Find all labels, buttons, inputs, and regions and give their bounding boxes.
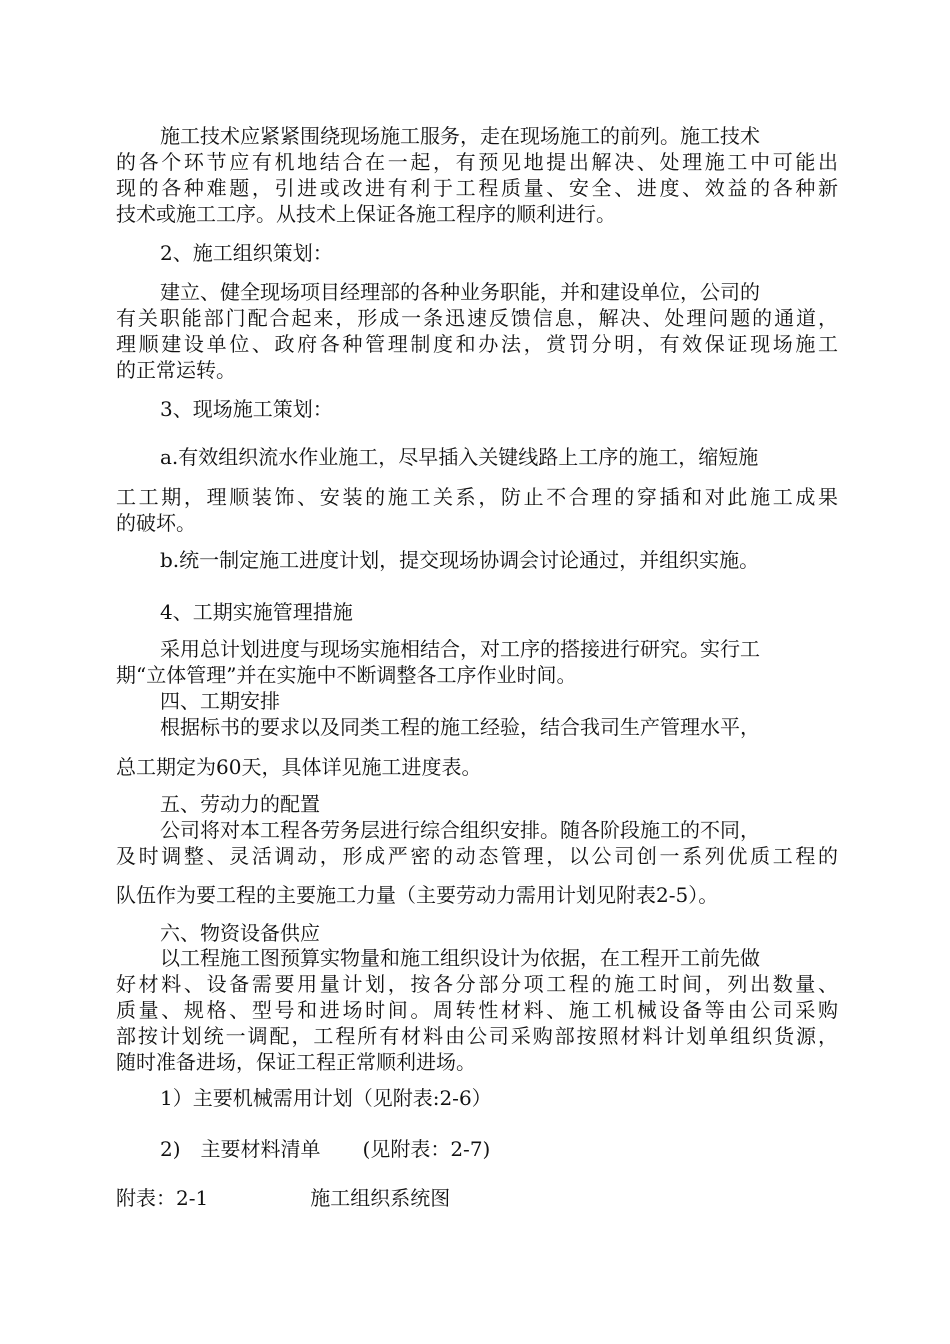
appendix-label: 附表：2-1 (116, 1186, 209, 1210)
paragraph-line: 的各个环节应有机地结合在一起，有预见地提出解决、处理施工中可能出 (116, 150, 838, 174)
list-item-number: 2) (160, 1137, 181, 1161)
paragraph-line: b.统一制定施工进度计划，提交现场协调会讨论通过，并组织实施。 (160, 548, 760, 572)
paragraph-line: 部按计划统一调配，工程所有材料由公司采购部按照材料计划单组织货源， (116, 1024, 838, 1048)
list-item (160, 1136, 490, 1162)
paragraph-line: 以工程施工图预算实物量和施工组织设计为依据，在工程开工前先做 (160, 946, 760, 970)
section-heading: 4、工期实施管理措施 (160, 600, 353, 624)
paragraph-line: 有关职能部门配合起来，形成一条迅速反馈信息，解决、处理问题的通道， (116, 306, 838, 330)
paragraph-line: 理顺建设单位、政府各种管理制度和办法，赏罚分明，有效保证现场施工 (116, 332, 838, 356)
paragraph-line: 及时调整、灵活调动，形成严密的动态管理，以公司创一系列优质工程的 (116, 844, 838, 868)
list-item-reference: (见附表：2-7) (362, 1137, 491, 1161)
paragraph-line: 的正常运转。 (116, 358, 236, 382)
paragraph-line: 根据标书的要求以及同类工程的施工经验，结合我司生产管理水平， (160, 715, 760, 739)
paragraph-line: 好材料、设备需要用量计划，按各分部分项工程的施工时间，列出数量、 (116, 972, 838, 996)
paragraph-line: 建立、健全现场项目经理部的各种业务职能，并和建设单位，公司的 (160, 280, 760, 304)
paragraph-line: 现的各种难题，引进或改进有利于工程质量、安全、进度、效益的各种新 (116, 176, 838, 200)
section-heading: 四、工期安排 (160, 689, 280, 713)
paragraph-line: 期“立体管理”并在实施中不断调整各工序作业时间。 (116, 663, 577, 687)
paragraph-line: 随时准备进场，保证工程正常顺利进场。 (116, 1050, 476, 1074)
paragraph-line: 技术或施工工序。从技术上保证各施工程序的顺利进行。 (116, 202, 616, 226)
appendix-title: 施工组织系统图 (310, 1186, 451, 1210)
paragraph-line: 公司将对本工程各劳务层进行综合组织安排。随各阶段施工的不同， (160, 818, 760, 842)
section-heading: 3、现场施工策划： (160, 397, 333, 421)
section-heading: 六、物资设备供应 (160, 921, 320, 945)
paragraph-line: 工工期，理顺装饰、安装的施工关系，防止不合理的穿插和对此施工成果 (116, 485, 838, 509)
paragraph-line: 总工期定为60天，具体详见施工进度表。 (116, 755, 482, 779)
section-heading: 2、施工组织策划： (160, 241, 333, 265)
paragraph-line: 质量、规格、型号和进场时间。周转性材料、施工机械设备等由公司采购 (116, 998, 838, 1022)
paragraph-line: 的破坏。 (116, 511, 196, 535)
paragraph-line: 采用总计划进度与现场实施相结合，对工序的搭接进行研究。实行工 (160, 637, 760, 661)
section-heading: 五、劳动力的配置 (160, 792, 320, 816)
paragraph-line: 施工技术应紧紧围绕现场施工服务，走在现场施工的前列。施工技术 (160, 124, 760, 148)
paragraph-line: a.有效组织流水作业施工，尽早插入关键线路上工序的施工，缩短施 (160, 445, 759, 469)
list-item-name: 主要材料清单 (200, 1137, 321, 1161)
appendix-caption (116, 1185, 450, 1211)
paragraph-line: 队伍作为要工程的主要施工力量（主要劳动力需用计划见附表2-5）。 (116, 883, 719, 907)
list-item: 1）主要机械需用计划（见附表:2-6） (160, 1086, 492, 1110)
